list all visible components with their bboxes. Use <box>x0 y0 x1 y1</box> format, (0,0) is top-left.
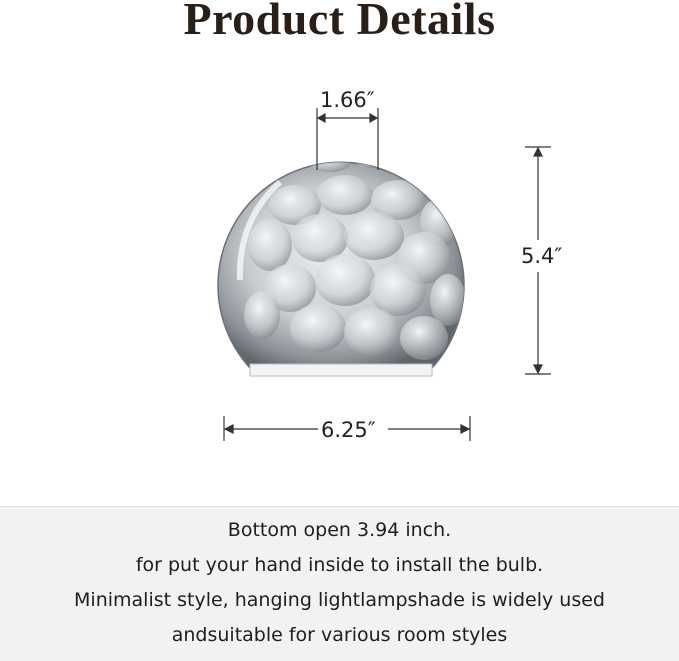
top-opening-label: 1.66″ <box>320 88 375 112</box>
description-line: Minimalist style, hanging lightlampshade is widely used <box>74 589 605 611</box>
description-line: for put your hand inside to install the bulb. <box>135 554 544 576</box>
glass-globe-shade <box>218 145 466 376</box>
height-label: 5.4″ <box>521 244 563 268</box>
width-label: 6.25″ <box>321 418 376 442</box>
description-line: Bottom open 3.94 inch. <box>227 519 452 541</box>
description-panel <box>0 506 679 661</box>
top-opening-dimension <box>317 108 378 170</box>
description-line: andsuitable for various room styles <box>171 624 508 646</box>
page-title: Product Details <box>183 0 496 44</box>
